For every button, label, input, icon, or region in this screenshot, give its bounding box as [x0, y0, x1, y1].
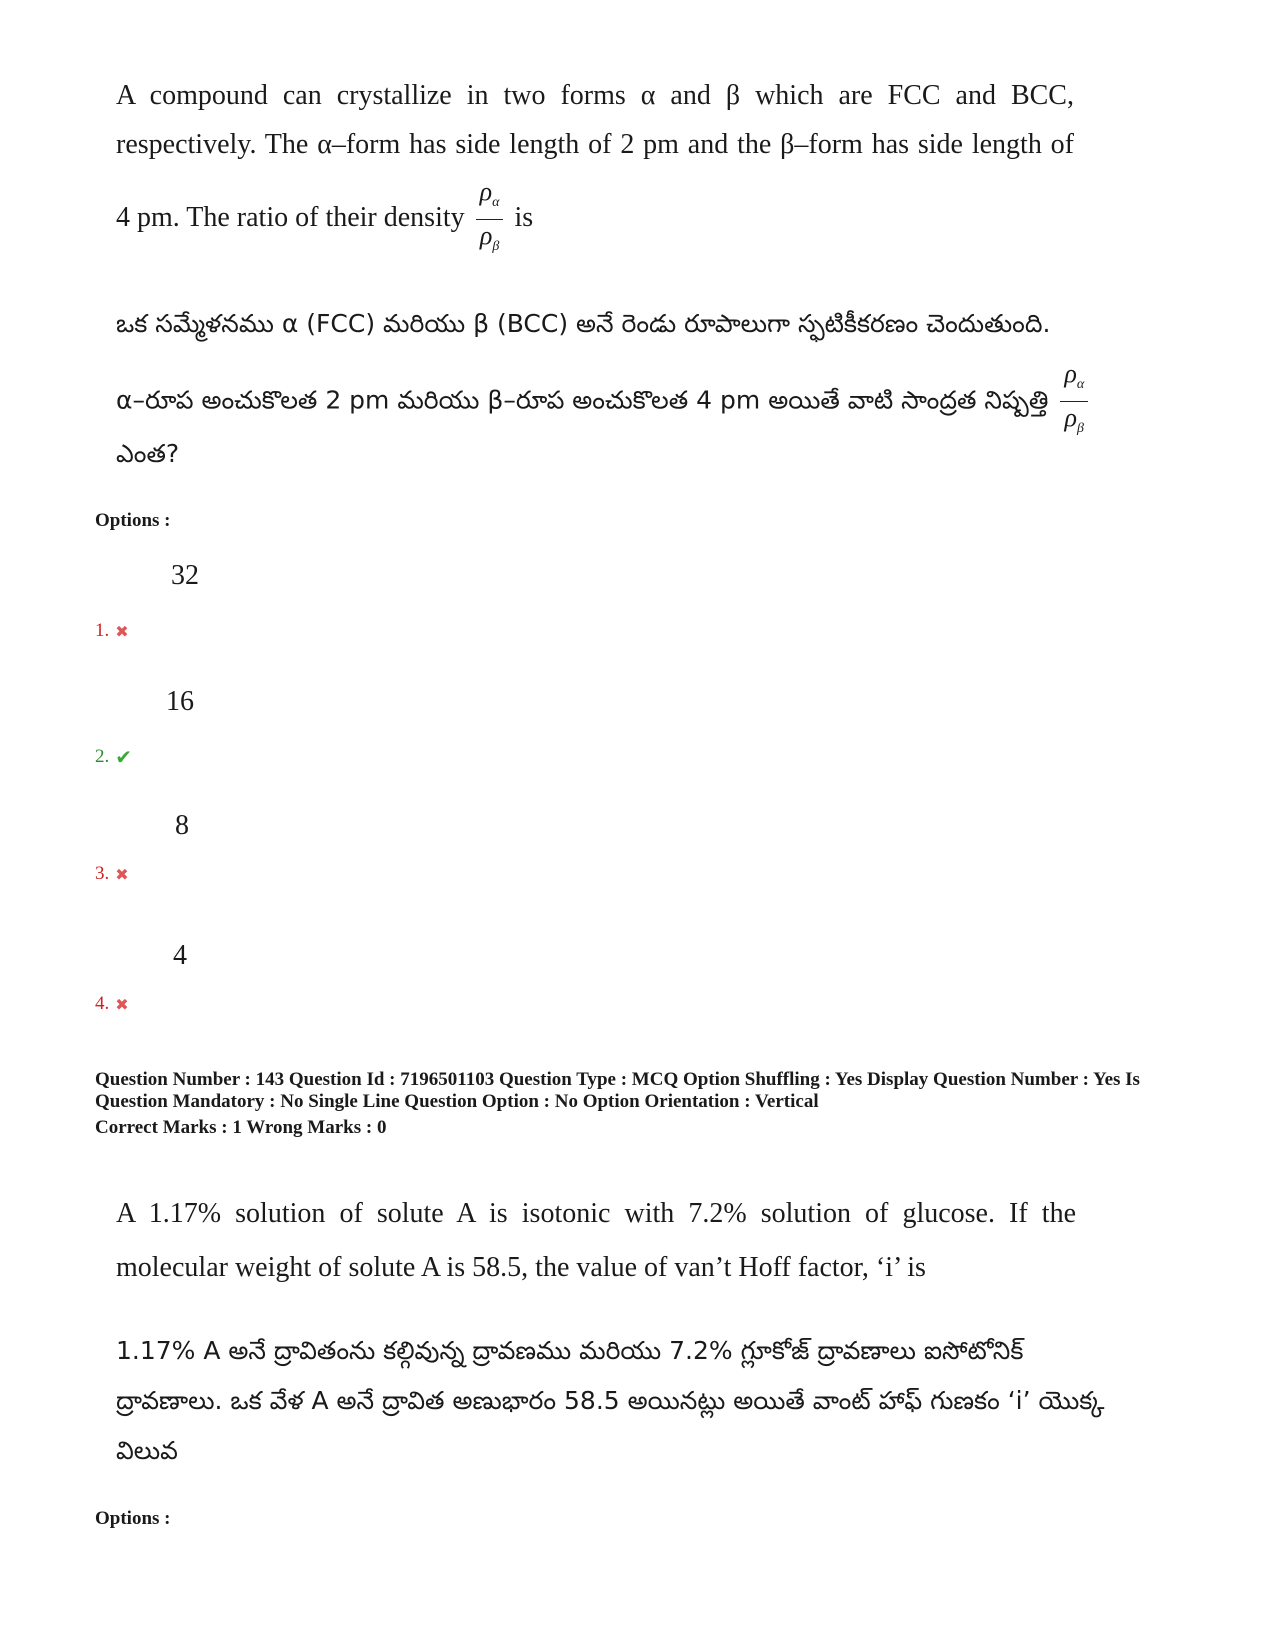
question-english-line-3 [116, 178, 533, 261]
question-telugu-line-3: ఎంత? [116, 439, 180, 468]
option-1-number: 1. [95, 620, 110, 641]
question-telugu-line-1: ఒక సమ్మేళనము α (FCC) మరియు β (BCC) అనే రెండు రూపాలుగా స్ఫటికీకరణం చెందుతుంది. [116, 309, 1051, 338]
question-english-line-3-end: is [514, 202, 534, 234]
density-ratio-fraction-telugu: $\frac{\rho_\alpha}{\rho_\beta}$ [1060, 360, 1088, 443]
density-ratio-fraction: $\frac{\rho_\alpha}{\rho_\beta}$ [476, 178, 504, 261]
metadata-line-3: Correct Marks : 1 Wrong Marks : 0 [95, 1117, 387, 1138]
option-1-value: 32 [171, 560, 199, 591]
question-english-line-2: respectively. The α–form has side length of 2 pm and the β–form has side length of [116, 129, 1074, 160]
option-4-marker [95, 993, 129, 1015]
cross-icon: ✖ [115, 994, 129, 1014]
options-label-143: Options : [95, 1508, 171, 1529]
option-3-value: 8 [175, 810, 189, 841]
option-3-number: 3. [95, 863, 110, 884]
option-3-marker [95, 863, 129, 885]
options-label: Options : [95, 510, 171, 531]
question-143-metadata [95, 1069, 1205, 1139]
option-4-value: 4 [173, 940, 187, 971]
question-143-telugu-line-1: 1.17% A అనే ద్రావితంను కల్గివున్న ద్రావణము మరియు 7.2% గ్లూకోజ్ ద్రావణాలు ఐసోటోనిక్ [116, 1336, 1024, 1365]
question-143-telugu-line-3: విలువ [116, 1436, 178, 1465]
check-icon: ✔ [115, 745, 133, 769]
option-2-value: 16 [166, 686, 194, 717]
question-143-english-line-2: molecular weight of solute A is 58.5, the value of van’t Hoff factor, ‘i’ is [116, 1252, 926, 1283]
question-143-telugu-line-2: ద్రావణాలు. ఒక వేళ A అనే ద్రావిత అణుభారం 58.5 అయినట్లు అయితే వాంట్ హాఫ్ గుణకం ‘i’ యొక్క [116, 1386, 1105, 1415]
option-2-marker [95, 745, 132, 769]
option-1-marker [95, 620, 129, 642]
question-telugu-line-2: α–రూప అంచుకొలత 2 pm మరియు β–రూప అంచుకొలత 4 pm అయితే వాటి సాంద్రత నిష్పత్తి $\frac{\rho_\alpha}{\rho_\beta}$ [116, 360, 1092, 443]
metadata-line-1: Question Number : 143 Question Id : 7196501103 Question Type : MCQ Option Shuffling : Yes Display Question Number : Yes Is [95, 1069, 1140, 1090]
question-english-line-3-text: 4 pm. The ratio of their density [116, 202, 465, 234]
metadata-line-2: Question Mandatory : No Single Line Question Option : No Option Orientation : Vertical [95, 1091, 819, 1112]
question-143-english-line-1: A 1.17% solution of solute A is isotonic with 7.2% solution of glucose. If the [116, 1198, 1076, 1229]
cross-icon: ✖ [115, 621, 129, 641]
question-english-line-1: A compound can crystallize in two forms α and β which are FCC and BCC, [116, 80, 1074, 111]
option-2-number: 2. [95, 746, 110, 767]
option-4-number: 4. [95, 993, 110, 1014]
cross-icon: ✖ [115, 864, 129, 884]
